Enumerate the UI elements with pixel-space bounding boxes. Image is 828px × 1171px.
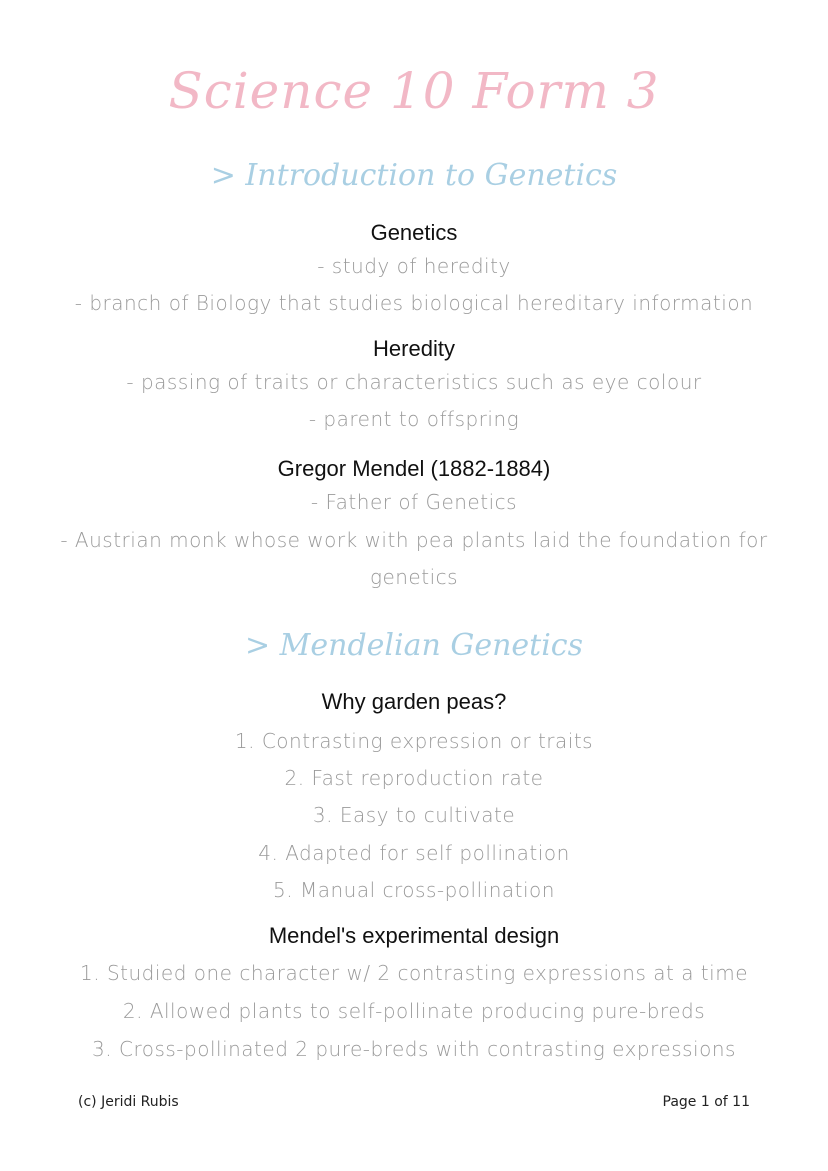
definition-line: genetics [369,565,459,589]
term-heredity: Heredity [373,336,455,361]
section-heading-mendelian: > Mendelian Genetics [245,628,583,663]
definition-line: - Father of Genetics [310,490,518,514]
list-item: 3. Easy to cultivate [312,803,516,827]
list-item: 2. Allowed plants to self-pollinate producing pure-breds [122,999,706,1023]
page-title: Science 10 Form 3 [168,62,660,120]
list-item: 4. Adapted for self pollination [258,841,570,865]
definition-line: - study of heredity [317,254,511,278]
section-heading-introduction: > Introduction to Genetics [210,158,618,193]
list-item: 3. Cross-pollinated 2 pure-breds with contrasting expressions [92,1037,736,1061]
list-item: 1. Studied one character w/ 2 contrasting expressions at a time [80,961,748,985]
term-why-garden-peas: Why garden peas? [321,689,507,714]
list-item: 2. Fast reproduction rate [284,766,544,790]
footer-page-number: Page 1 of 11 [662,1094,750,1110]
definition-line: - Austrian monk whose work with pea plants laid the foundation for [60,528,768,552]
definition-line: - branch of Biology that studies biological hereditary information [74,291,754,315]
list-item: 1. Contrasting expression or traits [234,729,594,753]
term-experimental-design: Mendel's experimental design [268,923,560,948]
term-genetics: Genetics [370,220,458,245]
definition-line: - parent to offspring [308,407,520,431]
footer-credit: (c) Jeridi Rubis [78,1094,179,1110]
definition-line: - passing of traits or characteristics such as eye colour [126,370,702,394]
list-item: 5. Manual cross-pollination [273,878,555,902]
term-gregor-mendel: Gregor Mendel (1882-1884) [277,456,551,481]
